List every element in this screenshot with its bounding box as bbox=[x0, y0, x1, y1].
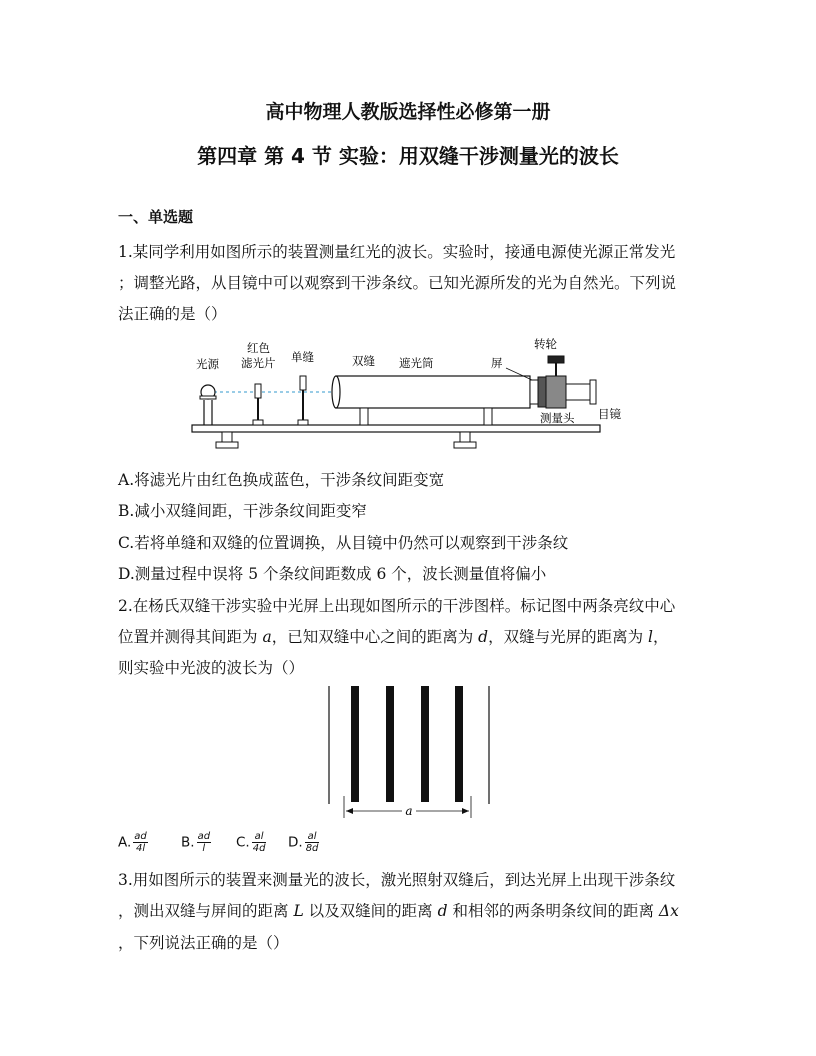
section-heading: 一、单选题 bbox=[118, 208, 194, 226]
q1-line-2: ；调整光路，从目镜中可以观察到干涉条纹。已知光源所发的光为自然光。下列说 bbox=[118, 274, 677, 292]
red-filter-icon bbox=[253, 384, 263, 425]
label-light-source: 光源 bbox=[196, 357, 219, 371]
bright-fringe-2 bbox=[386, 686, 394, 802]
label-eyepiece: 目镜 bbox=[598, 407, 621, 421]
q1-option-b: B.减小双缝间距，干涉条纹间距变窄 bbox=[118, 502, 367, 520]
light-source-icon bbox=[200, 385, 216, 425]
shielding-tube bbox=[332, 376, 530, 425]
label-red-filter-2: 滤光片 bbox=[241, 356, 276, 370]
q2-line-1: 2.在杨氏双缝干涉实验中光屏上出现如图所示的干涉图样。标记图中两条亮纹中心 bbox=[118, 597, 676, 615]
fringe-pattern-figure bbox=[326, 686, 496, 828]
var-a: a bbox=[262, 628, 272, 646]
q2-answer-c: C. $\frac{al}{4d}$ bbox=[236, 831, 266, 854]
bright-fringe-3 bbox=[421, 686, 429, 802]
label-tube: 遮光筒 bbox=[399, 356, 434, 370]
var-d: d bbox=[478, 628, 489, 646]
apparatus-figure bbox=[186, 330, 626, 456]
q2-line-2: 位置并测得其间距为 a，已知双缝中心之间的距离为 d，双缝与光屏的距离为 l， bbox=[118, 628, 669, 646]
var-d-q3: d bbox=[437, 902, 448, 920]
q1-line-1: 1.某同学利用如图所示的装置测量红光的波长。实验时，接通电源使光源正常发光 bbox=[118, 243, 676, 261]
label-wheel: 转轮 bbox=[534, 337, 557, 351]
document-title: 高中物理人教版选择性必修第一册 bbox=[265, 101, 551, 123]
label-red-filter-1: 红色 bbox=[247, 341, 270, 355]
q3-line-1: 3.用如图所示的装置来测量光的波长，激光照射双缝后，到达光屏上出现干涉条纹 bbox=[118, 871, 676, 889]
wheel-icon bbox=[548, 356, 564, 376]
label-single-slit: 单缝 bbox=[291, 350, 314, 364]
bright-fringe-4 bbox=[455, 686, 463, 802]
q3-line-2: ，测出双缝与屏间的距离 L 以及双缝间的距离 d 和相邻的两条明条纹间的距离 Δx bbox=[118, 902, 679, 920]
var-delta-x: Δx bbox=[658, 902, 679, 920]
q1-line-3: 法正确的是（） bbox=[118, 305, 227, 323]
label-measuring-head: 测量头 bbox=[540, 411, 575, 425]
single-slit-icon bbox=[298, 376, 308, 425]
q1-option-c: C.若将单缝和双缝的位置调换，从目镜中仍然可以观察到干涉条纹 bbox=[118, 534, 569, 552]
label-double-slit: 双缝 bbox=[352, 354, 375, 368]
q2-answer-b: B. $\frac{ad}{l}$ bbox=[181, 831, 211, 854]
var-L: L bbox=[293, 902, 304, 920]
label-screen: 屏 bbox=[491, 356, 503, 370]
bright-fringe-1 bbox=[351, 686, 359, 802]
q2-answer-d: D. $\frac{al}{8d}$ bbox=[288, 831, 319, 854]
measuring-head-icon bbox=[530, 376, 596, 408]
dimension-label-a: a bbox=[405, 804, 413, 818]
q2-answer-a: A. $\frac{ad}{4l}$ bbox=[118, 831, 147, 854]
q1-option-a: A.将滤光片由红色换成蓝色，干涉条纹间距变宽 bbox=[118, 471, 445, 489]
var-l: l bbox=[648, 628, 653, 646]
optical-bench bbox=[192, 425, 600, 432]
q1-option-d: D.测量过程中误将 5 个条纹间距数成 6 个，波长测量值将偏小 bbox=[118, 565, 547, 583]
chapter-subtitle: 第四章 第 4 节 实验：用双缝干涉测量光的波长 bbox=[197, 144, 619, 168]
q2-line-3: 则实验中光波的波长为（） bbox=[118, 659, 305, 677]
q3-line-3: ，下列说法正确的是（） bbox=[118, 934, 289, 952]
